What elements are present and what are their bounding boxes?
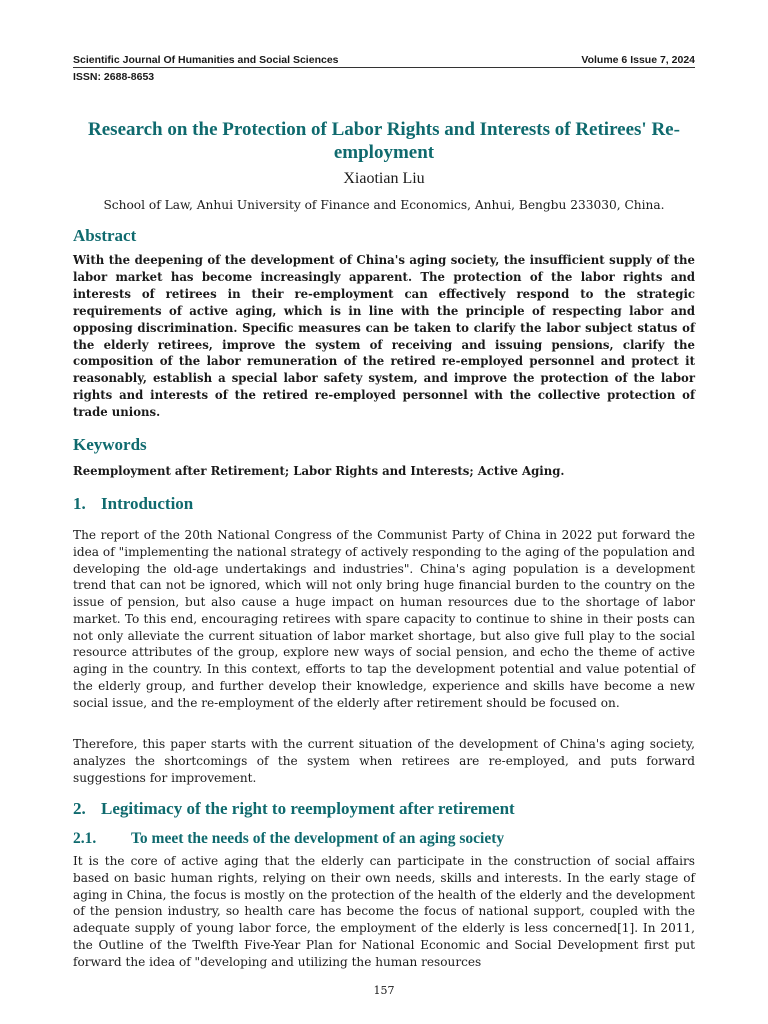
- section-title: Introduction: [101, 494, 194, 513]
- abstract-heading: Abstract: [73, 226, 137, 245]
- section-title: Legitimacy of the right to reemployment after retirement: [101, 799, 515, 818]
- keywords-heading: Keywords: [73, 435, 147, 454]
- subsection-number: 2.1.: [73, 830, 97, 847]
- section-1-paragraph-1: The report of the 20th National Congress of the Communist Party of China in 2022 put forward the idea of "implementing the national strategy of actively responding to the aging of the population and developing the old-age undertakings and industries". China's aging population is a development trend that can not be ignored, which will not only bring huge financial burden to the country on the issue of pension, but also cause a huge impact on human resources due to the shortage of labor market. To this end, encouraging retirees with spare capacity to continue to shine in their posts can not only alleviate the current situation of labor market shortage, but also give full play to the social resource attributes of the group, explore new ways of social pension, and echo the theme of active aging in the country. In this context, efforts to tap the development potential and value potential of the elderly group, and further develop their knowledge, experience and skills have become a new social issue, and the re-employment of the elderly after retirement should be focused on.: [73, 528, 695, 710]
- subsection-2-1-heading: [73, 830, 504, 848]
- author-affiliation: School of Law, Anhui University of Finance and Economics, Anhui, Bengbu 233030, China.: [103, 198, 665, 212]
- section-number: 2.: [73, 799, 86, 818]
- section-number: 1.: [73, 494, 86, 513]
- section-1-heading: [73, 494, 193, 514]
- section-2-heading: [73, 799, 515, 819]
- paper-title: Research on the Protection of Labor Rights and Interests of Retirees' Re-employment: [88, 119, 680, 163]
- keywords-text: Reemployment after Retirement; Labor Rights and Interests; Active Aging.: [73, 464, 565, 478]
- journal-name: Scientific Journal Of Humanities and Social Sciences: [73, 54, 339, 66]
- abstract-text: With the deepening of the development of China's aging society, the insufficient supply of the labor market has become increasingly apparent. The protection of the labor rights and interests of retirees in their re-employment can effectively respond to the strategic requirements of active aging, which is in line with the principle of respecting labor and opposing discrimination. Specific measures can be taken to clarify the labor subject status of the elderly retirees, improve the system of receiving and issuing pensions, clarify the composition of the labor remuneration of the retired re-employed personnel and protect it reasonably, establish a special labor safety system, and improve the protection of the labor rights and interests of the retired re-employed personnel with the collective protection of trade unions.: [73, 253, 695, 420]
- issn: ISSN: 2688-8653: [73, 71, 155, 83]
- page-number: 157: [373, 984, 395, 997]
- subsection-title: To meet the needs of the development of an aging society: [131, 830, 505, 847]
- section-1-paragraph-2: Therefore, this paper starts with the current situation of the development of China's aging society, analyzes the shortcomings of the system when retirees are re-employed, and puts forward suggestions for improvement.: [73, 737, 695, 785]
- subsection-2-1-paragraph-1: It is the core of active aging that the elderly can participate in the construction of social affairs based on basic human rights, relying on their own needs, skills and interests. In the early stage of aging in China, the focus is mostly on the protection of the health of the elderly and the development of the pension industry, so health care has become the focus of national support, coupled with the adequate supply of young labor force, the employment of the elderly is less concerned[1]. In 2011, the Outline of the Twelfth Five-Year Plan for National Economic and Social Development first put forward the idea of "developing and utilizing the human resources: [73, 854, 695, 969]
- volume-issue: Volume 6 Issue 7, 2024: [581, 54, 695, 66]
- header-rule: [73, 67, 695, 68]
- author-name: Xiaotian Liu: [343, 170, 425, 187]
- running-header: [73, 54, 695, 66]
